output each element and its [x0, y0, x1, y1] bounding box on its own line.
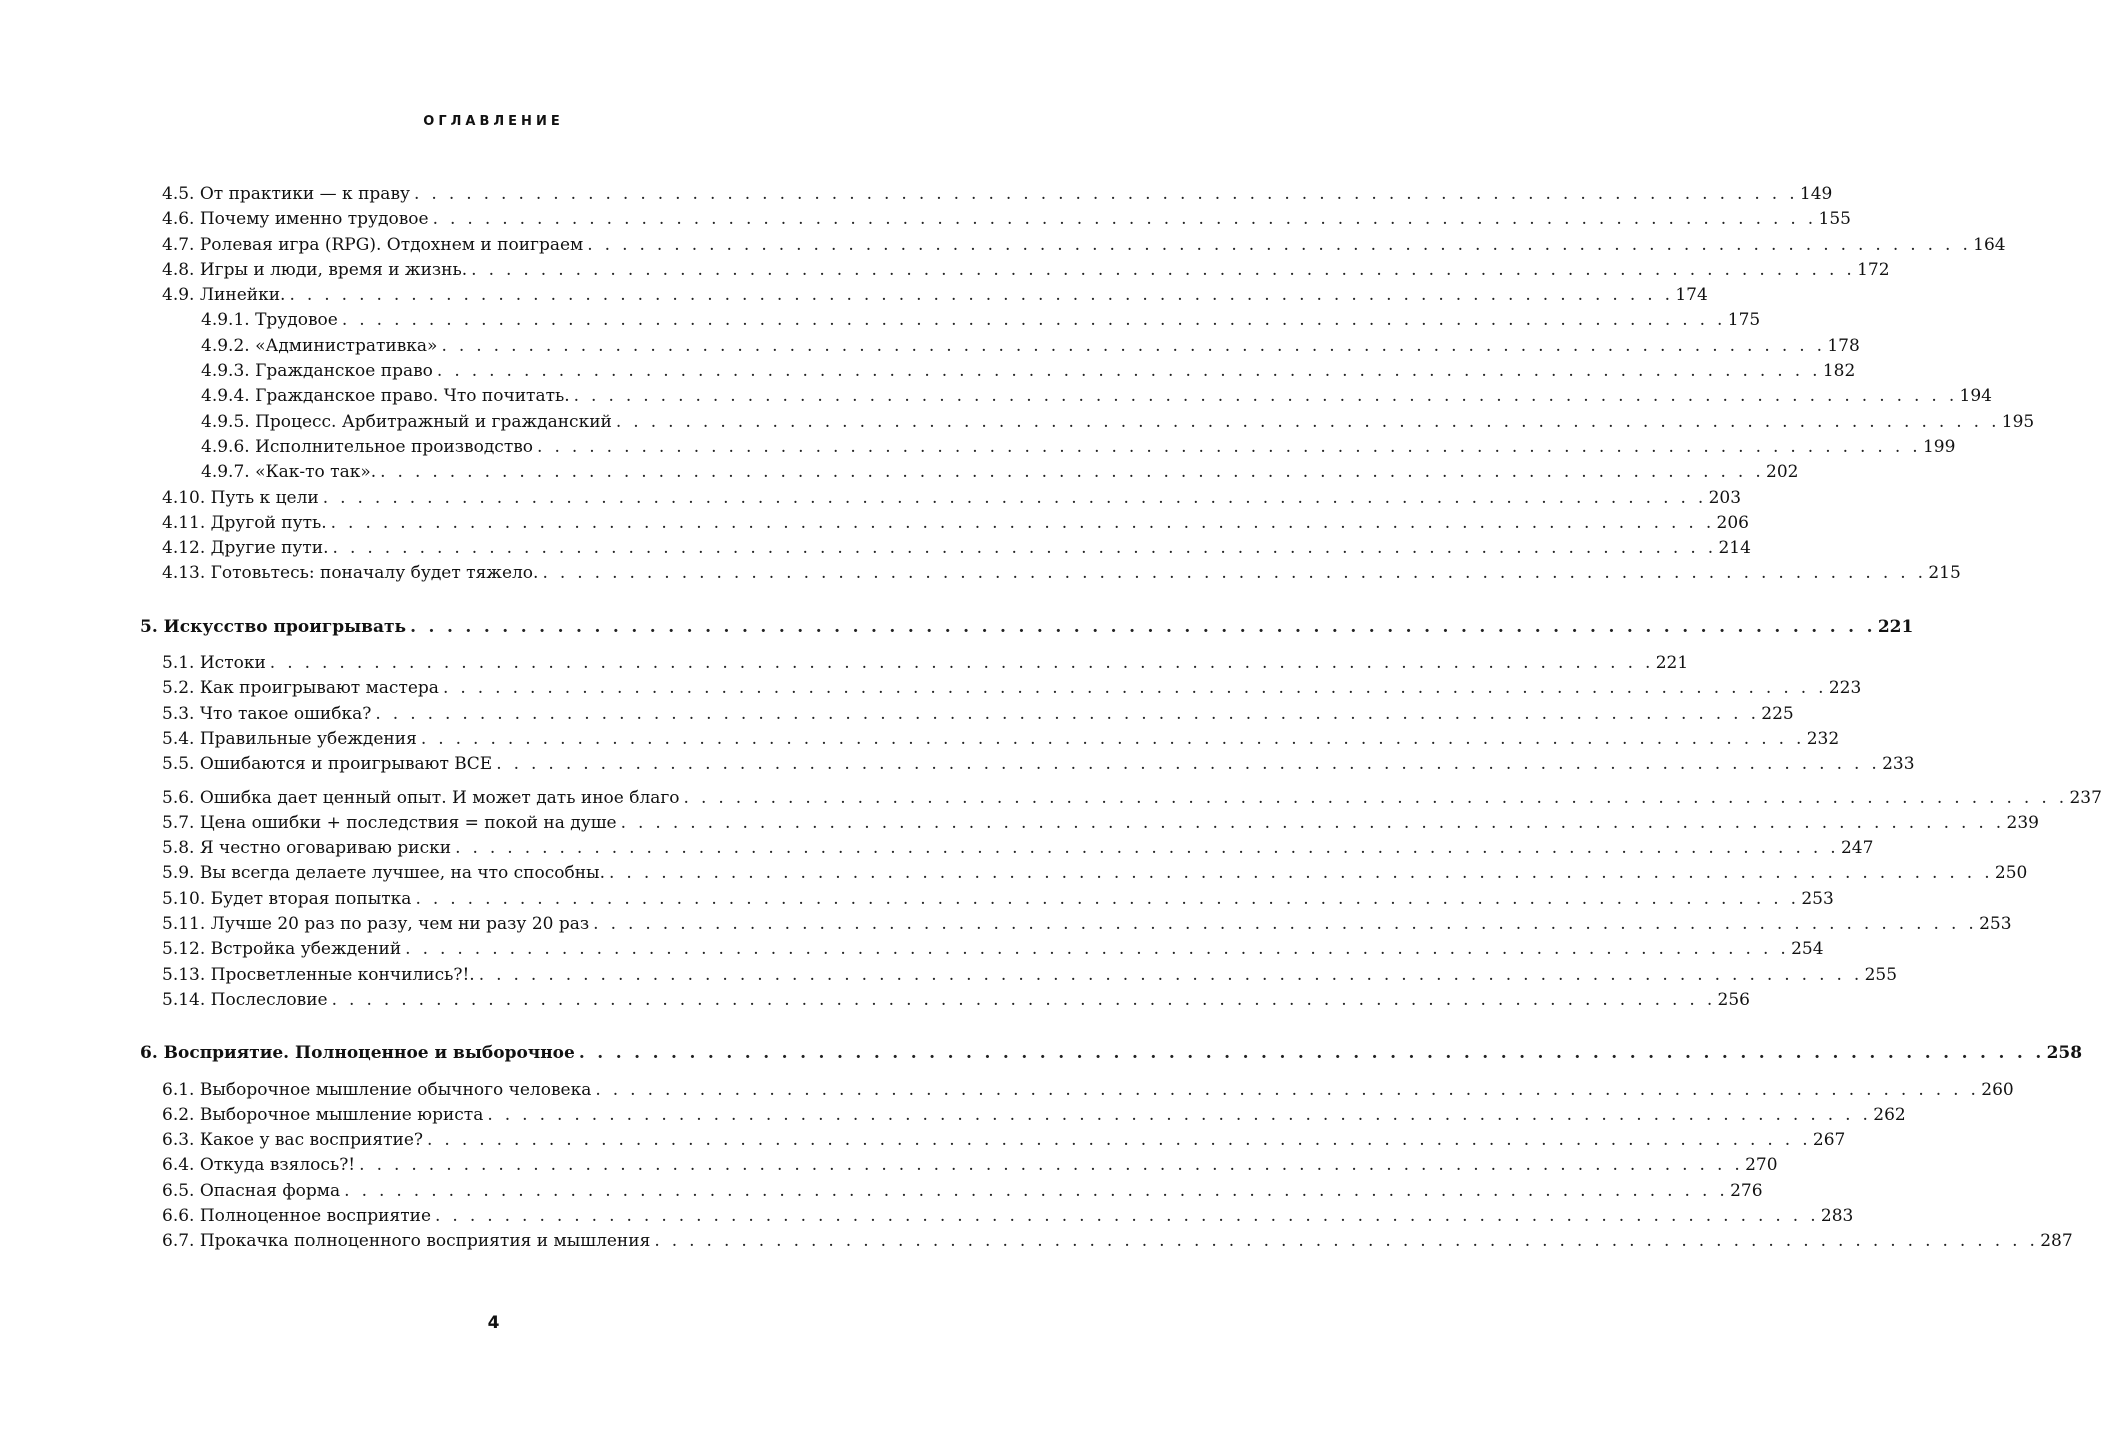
- toc-entry[interactable]: [140, 207, 1851, 232]
- toc-entry-label: 6.3. Какое у вас восприятие?: [162, 1130, 424, 1151]
- toc-group: [140, 308, 2035, 485]
- toc-leader-dots: . . . . . . . . . . . . . . . . . . . . . . . . . . . . . . . . . . . . . . . . . . . . . . . . . . . . . . . . . . . . . . . . . . . . . . . . . . . . . . . .: [380, 462, 1765, 483]
- toc-leader-dots: . . . . . . . . . . . . . . . . . . . . . . . . . . . . . . . . . . . . . . . . . . . . . . . . . . . . . . . . . . . . . . . . . . . . . . . . . . . . . . . .: [414, 184, 1798, 204]
- toc-chapter-6[interactable]: [140, 1041, 2083, 1066]
- toc-entry-page: 194: [1959, 386, 1992, 407]
- toc-entry-page: 232: [1806, 728, 1840, 749]
- toc-leader-dots: . . . . . . . . . . . . . . . . . . . . . . . . . . . . . . . . . . . . . . . . . . . . . . . . . . . . . . . . . . . . . . . . . . . . . . . . . . . . . . . .: [359, 1155, 1744, 1176]
- toc-leader-dots: . . . . . . . . . . . . . . . . . . . . . . . . . . . . . . . . . . . . . . . . . . . . . . . . . . . . . . . . . . . . . . . . . . . . . . . . . . . . . . . .: [587, 234, 1972, 255]
- toc-entry-label: 5. Искусство проигрывать: [140, 616, 407, 637]
- toc-entry-page: 155: [1818, 209, 1851, 230]
- toc-entry[interactable]: [140, 963, 1898, 988]
- toc-entry[interactable]: [140, 937, 1824, 962]
- toc-leader-dots: . . . . . . . . . . . . . . . . . . . . . . . . . . . . . . . . . . . . . . . . . . . . . . . . . . . . . . . . . . . . . . . . . . . . . . . . . . . . . . . .: [620, 812, 2005, 833]
- toc-entry-label: 4.9.6. Исполнительное производство: [201, 436, 534, 457]
- toc-entry-page: 262: [1873, 1104, 1906, 1125]
- toc-entry-label: 5.12. Встройка убеждений: [162, 939, 402, 960]
- toc-entry-page: 149: [1799, 184, 1833, 204]
- toc-entry[interactable]: [140, 511, 1749, 536]
- toc-entry-page: 255: [1864, 964, 1898, 985]
- toc-entry-label: 6.6. Полноценное восприятие: [162, 1205, 432, 1226]
- toc-entry-label: 4.12. Другие пути.: [162, 538, 329, 559]
- toc-entry[interactable]: [140, 233, 2006, 258]
- toc-entry-label: 6.4. Откуда взялось?!: [162, 1155, 356, 1176]
- toc-entry-page: 254: [1791, 939, 1824, 960]
- toc-leader-dots: . . . . . . . . . . . . . . . . . . . . . . . . . . . . . . . . . . . . . . . . . . . . . . . . . . . . . . . . . . . . . . . . . . . . . . . . . . . . . . . .: [435, 1205, 1819, 1226]
- toc-leader-dots: . . . . . . . . . . . . . . . . . . . . . . . . . . . . . . . . . . . . . . . . . . . . . . . . . . . . . . . . . . . . . . . . . . . . . . . . . . . . . . . .: [578, 1043, 2045, 1064]
- toc-entry-page: 221: [1655, 653, 1689, 674]
- toc-entry-page: 287: [2040, 1231, 2073, 1252]
- toc-leader-dots: . . . . . . . . . . . . . . . . . . . . . . . . . . . . . . . . . . . . . . . . . . . . . . . . . . . . . . . . . . . . . . . . . . . . . . . . . . . . . . . .: [442, 678, 1827, 699]
- toc-entry[interactable]: [140, 460, 1799, 485]
- toc-entry[interactable]: [140, 1204, 1854, 1229]
- toc-leader-dots: . . . . . . . . . . . . . . . . . . . . . . . . . . . . . . . . . . . . . . . . . . . . . . . . . . . . . . . . . . . . . . . . . . . . . . . . . . . . . . . .: [609, 863, 1993, 884]
- toc-entry-label: 4.7. Ролевая игра (RPG). Отдохнем и поиграем: [162, 234, 584, 255]
- toc-entry[interactable]: [140, 651, 1689, 676]
- toc-group: [140, 486, 1961, 587]
- toc-entry-label: 5.2. Как проигрывают мастера: [162, 678, 439, 699]
- toc-entry-page: 253: [1801, 888, 1834, 909]
- toc-entry[interactable]: [140, 486, 1742, 511]
- toc-entry-label: 5.10. Будет вторая попытка: [162, 888, 412, 909]
- toc-leader-dots: . . . . . . . . . . . . . . . . . . . . . . . . . . . . . . . . . . . . . . . . . . . . . . . . . . . . . . . . . . . . . . . . . . . . . . . . . . . . . . . .: [615, 411, 2000, 432]
- toc-entry-page: 225: [1761, 703, 1794, 724]
- toc-entry-page: 221: [1877, 616, 1914, 637]
- toc-entry[interactable]: [140, 561, 1961, 586]
- toc-entry-page: 178: [1827, 335, 1860, 356]
- toc-entry[interactable]: [140, 861, 2028, 886]
- toc-entry-label: 4.8. Игры и люди, время и жизнь.: [162, 259, 468, 280]
- toc-entry[interactable]: [140, 359, 1856, 384]
- toc-entry[interactable]: [140, 1229, 2073, 1254]
- toc-entry-label: 4.9.3. Гражданское право: [201, 361, 433, 382]
- toc-leader-dots: . . . . . . . . . . . . . . . . . . . . . . . . . . . . . . . . . . . . . . . . . . . . . . . . . . . . . . . . . . . . . . . . . . . . . . . . . . . . . . . .: [496, 754, 1881, 775]
- toc-entry-label: 5.4. Правильные убеждения: [162, 728, 417, 749]
- toc-entry[interactable]: [140, 988, 1750, 1013]
- toc-entry[interactable]: [140, 1103, 1906, 1128]
- toc-leader-dots: . . . . . . . . . . . . . . . . . . . . . . . . . . . . . . . . . . . . . . . . . . . . . . . . . . . . . . . . . . . . . . . . . . . . . . . . . . . . . . . .: [420, 728, 1805, 749]
- toc-leader-dots: . . . . . . . . . . . . . . . . . . . . . . . . . . . . . . . . . . . . . . . . . . . . . . . . . . . . . . . . . . . . . . . . . . . . . . . . . . . . . . . .: [410, 616, 1876, 637]
- toc-entry[interactable]: [140, 702, 1794, 727]
- toc-entry-label: 6.2. Выборочное мышление юриста: [162, 1104, 484, 1125]
- toc-leader-dots: . . . . . . . . . . . . . . . . . . . . . . . . . . . . . . . . . . . . . . . . . . . . . . . . . . . . . . . . . . . . . . . . . . . . . . . . . . . . . . . .: [471, 259, 1856, 280]
- toc-entry-label: 6. Восприятие. Полноценное и выборочное: [140, 1043, 575, 1064]
- toc-entry[interactable]: [140, 752, 1915, 777]
- toc-entry-page: 256: [1717, 989, 1750, 1010]
- toc-leader-dots: . . . . . . . . . . . . . . . . . . . . . . . . . . . . . . . . . . . . . . . . . . . . . . . . . . . . . . . . . . . . . . . . . . . . . . . . . . . . . . . .: [432, 209, 1817, 230]
- toc-entry[interactable]: [140, 887, 1834, 912]
- toc-entry-page: 174: [1675, 285, 1708, 306]
- toc-entry[interactable]: [140, 1153, 1778, 1178]
- toc-entry-label: 4.9. Линейки.: [162, 285, 286, 306]
- toc-leader-dots: . . . . . . . . . . . . . . . . . . . . . . . . . . . . . . . . . . . . . . . . . . . . . . . . . . . . . . . . . . . . . . . . . . . . . . . . . . . . . . . .: [332, 538, 1717, 559]
- toc-leader-dots: . . . . . . . . . . . . . . . . . . . . . . . . . . . . . . . . . . . . . . . . . . . . . . . . . . . . . . . . . . . . . . . . . . . . . . . . . . . . . . . .: [436, 361, 1821, 382]
- toc-entry[interactable]: [140, 836, 1874, 861]
- toc-entry-page: 247: [1840, 838, 1874, 859]
- running-header: ОГЛАВЛЕНИЕ: [423, 114, 564, 129]
- toc-leader-dots: . . . . . . . . . . . . . . . . . . . . . . . . . . . . . . . . . . . . . . . . . . . . . . . . . . . . . . . . . . . . . . . . . . . . . . . . . . . . . . . .: [683, 787, 2068, 808]
- toc-entry-label: 4.6. Почему именно трудовое: [162, 209, 429, 230]
- toc-entry-label: 5.14. Послесловие: [162, 989, 328, 1010]
- toc-group: [140, 651, 1915, 777]
- toc-entry-page: 260: [1981, 1079, 2014, 1100]
- table-of-contents: [140, 182, 2102, 1255]
- toc-leader-dots: . . . . . . . . . . . . . . . . . . . . . . . . . . . . . . . . . . . . . . . . . . . . . . . . . . . . . . . . . . . . . . . . . . . . . . . . . . . . . . . .: [593, 914, 1978, 935]
- toc-entry-page: 206: [1716, 512, 1749, 533]
- toc-entry[interactable]: [140, 536, 1751, 561]
- toc-entry-label: 4.13. Готовьтесь: поначалу будет тяжело.: [162, 563, 539, 584]
- toc-entry-page: 233: [1882, 754, 1915, 775]
- toc-entry-page: 203: [1708, 487, 1742, 508]
- toc-leader-dots: . . . . . . . . . . . . . . . . . . . . . . . . . . . . . . . . . . . . . . . . . . . . . . . . . . . . . . . . . . . . . . . . . . . . . . . . . . . . . . . .: [487, 1104, 1872, 1125]
- toc-leader-dots: . . . . . . . . . . . . . . . . . . . . . . . . . . . . . . . . . . . . . . . . . . . . . . . . . . . . . . . . . . . . . . . . . . . . . . . . . . . . . . . .: [441, 335, 1826, 356]
- toc-entry-label: 4.9.2. «Административка»: [201, 335, 438, 356]
- toc-leader-dots: . . . . . . . . . . . . . . . . . . . . . . . . . . . . . . . . . . . . . . . . . . . . . . . . . . . . . . . . . . . . . . . . . . . . . . . . . . . . . . . .: [344, 1180, 1729, 1201]
- toc-entry-label: 6.1. Выборочное мышление обычного человека: [162, 1079, 592, 1100]
- toc-entry-label: 4.9.4. Гражданское право. Что почитать.: [201, 386, 570, 407]
- toc-leader-dots: . . . . . . . . . . . . . . . . . . . . . . . . . . . . . . . . . . . . . . . . . . . . . . . . . . . . . . . . . . . . . . . . . . . . . . . . . . . . . . . .: [455, 838, 1839, 859]
- toc-entry-page: 214: [1718, 538, 1751, 559]
- toc-entry[interactable]: [140, 182, 1833, 207]
- toc-entry-page: 239: [2006, 812, 2039, 833]
- toc-entry-label: 5.8. Я честно оговариваю риски: [162, 838, 452, 859]
- toc-entry[interactable]: [140, 1128, 1846, 1153]
- toc-entry[interactable]: [140, 410, 2035, 435]
- toc-entry-label: 5.1. Истоки: [162, 653, 266, 674]
- toc-entry[interactable]: [140, 334, 1860, 359]
- toc-leader-dots: . . . . . . . . . . . . . . . . . . . . . . . . . . . . . . . . . . . . . . . . . . . . . . . . . . . . . . . . . . . . . . . . . . . . . . . . . . . . . . . .: [573, 386, 1958, 407]
- toc-entry-page: 215: [1928, 563, 1961, 584]
- toc-entry-page: 237: [2069, 787, 2102, 808]
- toc-entry[interactable]: [140, 676, 1862, 701]
- toc-entry-label: 5.11. Лучше 20 раз по разу, чем ни разу 20 раз: [162, 914, 590, 935]
- toc-entry-label: 4.11. Другой путь.: [162, 512, 327, 533]
- toc-entry-page: 283: [1820, 1205, 1854, 1226]
- toc-entry-label: 5.13. Просветленные кончились?!.: [162, 964, 475, 985]
- toc-leader-dots: . . . . . . . . . . . . . . . . . . . . . . . . . . . . . . . . . . . . . . . . . . . . . . . . . . . . . . . . . . . . . . . . . . . . . . . . . . . . . . . .: [269, 653, 1654, 674]
- toc-chapter-5[interactable]: [140, 615, 1914, 640]
- toc-leader-dots: . . . . . . . . . . . . . . . . . . . . . . . . . . . . . . . . . . . . . . . . . . . . . . . . . . . . . . . . . . . . . . . . . . . . . . . . . . . . . . . .: [415, 888, 1800, 909]
- toc-leader-dots: . . . . . . . . . . . . . . . . . . . . . . . . . . . . . . . . . . . . . . . . . . . . . . . . . . . . . . . . . . . . . . . . . . . . . . . . . . . . . . . .: [542, 563, 1927, 584]
- toc-entry[interactable]: [140, 435, 1956, 460]
- toc-entry-label: 5.6. Ошибка дает ценный опыт. И может дать иное благо: [162, 787, 680, 808]
- toc-entry-label: 5.7. Цена ошибки + последствия = покой на душе: [162, 812, 617, 833]
- toc-entry-label: 4.9.1. Трудовое: [201, 310, 338, 331]
- toc-leader-dots: . . . . . . . . . . . . . . . . . . . . . . . . . . . . . . . . . . . . . . . . . . . . . . . . . . . . . . . . . . . . . . . . . . . . . . . . . . . . . . . .: [375, 703, 1760, 724]
- toc-entry-label: 6.5. Опасная форма: [162, 1180, 341, 1201]
- toc-entry[interactable]: [140, 1078, 2014, 1103]
- toc-entry-label: 5.5. Ошибаются и проигрывают ВСЕ: [162, 754, 493, 775]
- toc-entry[interactable]: [140, 283, 1708, 308]
- toc-entry-page: 276: [1730, 1180, 1763, 1201]
- toc-group: [140, 786, 2102, 1014]
- toc-entry-page: 195: [2001, 411, 2035, 432]
- toc-entry-label: 5.3. Что такое ошибка?: [162, 703, 372, 724]
- toc-group: [140, 1078, 2073, 1255]
- toc-entry-page: 270: [1745, 1155, 1778, 1176]
- toc-entry-page: 182: [1822, 361, 1856, 382]
- toc-leader-dots: . . . . . . . . . . . . . . . . . . . . . . . . . . . . . . . . . . . . . . . . . . . . . . . . . . . . . . . . . . . . . . . . . . . . . . . . . . . . . . . .: [341, 310, 1726, 331]
- toc-entry[interactable]: [140, 786, 2102, 811]
- toc-group: [140, 182, 2006, 308]
- toc-entry-label: 4.5. От практики — к праву: [162, 184, 411, 204]
- toc-entry-page: 250: [1994, 863, 2028, 884]
- toc-entry[interactable]: [140, 1179, 1763, 1204]
- toc-entry-page: 175: [1727, 310, 1761, 331]
- toc-entry-label: 6.7. Прокачка полноценного восприятия и мышления: [162, 1231, 651, 1252]
- toc-entry-label: 5.9. Вы всегда делаете лучшее, на что способны.: [162, 863, 605, 884]
- toc-entry-label: 4.9.5. Процесс. Арбитражный и гражданский: [201, 411, 612, 432]
- toc-entry-page: 253: [1979, 914, 2012, 935]
- toc-leader-dots: . . . . . . . . . . . . . . . . . . . . . . . . . . . . . . . . . . . . . . . . . . . . . . . . . . . . . . . . . . . . . . . . . . . . . . . . . . . . . . . .: [322, 487, 1707, 508]
- toc-entry-page: 267: [1812, 1130, 1846, 1151]
- toc-entry-label: 4.9.7. «Как-то так».: [201, 462, 377, 483]
- toc-entry-page: 172: [1857, 259, 1890, 280]
- toc-entry-page: 202: [1766, 462, 1799, 483]
- toc-entry-label: 4.10. Путь к цели: [162, 487, 319, 508]
- toc-leader-dots: . . . . . . . . . . . . . . . . . . . . . . . . . . . . . . . . . . . . . . . . . . . . . . . . . . . . . . . . . . . . . . . . . . . . . . . . . . . . . . . .: [654, 1231, 2039, 1252]
- toc-leader-dots: . . . . . . . . . . . . . . . . . . . . . . . . . . . . . . . . . . . . . . . . . . . . . . . . . . . . . . . . . . . . . . . . . . . . . . . . . . . . . . . .: [427, 1130, 1811, 1151]
- toc-entry-page: 258: [2046, 1043, 2083, 1064]
- toc-entry[interactable]: [140, 727, 1840, 752]
- toc-entry-page: 164: [1973, 234, 2006, 255]
- toc-leader-dots: . . . . . . . . . . . . . . . . . . . . . . . . . . . . . . . . . . . . . . . . . . . . . . . . . . . . . . . . . . . . . . . . . . . . . . . . . . . . . . . .: [331, 989, 1716, 1010]
- toc-entry[interactable]: [140, 384, 1992, 409]
- toc-entry-page: 199: [1922, 436, 1956, 457]
- toc-leader-dots: . . . . . . . . . . . . . . . . . . . . . . . . . . . . . . . . . . . . . . . . . . . . . . . . . . . . . . . . . . . . . . . . . . . . . . . . . . . . . . . .: [537, 436, 1921, 457]
- toc-entry[interactable]: [140, 912, 2012, 937]
- toc-entry[interactable]: [140, 258, 1890, 283]
- toc-entry-page: 223: [1828, 678, 1862, 699]
- toc-leader-dots: . . . . . . . . . . . . . . . . . . . . . . . . . . . . . . . . . . . . . . . . . . . . . . . . . . . . . . . . . . . . . . . . . . . . . . . . . . . . . . . .: [595, 1079, 1980, 1100]
- toc-leader-dots: . . . . . . . . . . . . . . . . . . . . . . . . . . . . . . . . . . . . . . . . . . . . . . . . . . . . . . . . . . . . . . . . . . . . . . . . . . . . . . . .: [478, 964, 1863, 985]
- toc-entry[interactable]: [140, 308, 1761, 333]
- page-number: 4: [487, 1313, 500, 1333]
- toc-leader-dots: . . . . . . . . . . . . . . . . . . . . . . . . . . . . . . . . . . . . . . . . . . . . . . . . . . . . . . . . . . . . . . . . . . . . . . . . . . . . . . . .: [289, 285, 1674, 306]
- toc-entry[interactable]: [140, 811, 2039, 836]
- toc-leader-dots: . . . . . . . . . . . . . . . . . . . . . . . . . . . . . . . . . . . . . . . . . . . . . . . . . . . . . . . . . . . . . . . . . . . . . . . . . . . . . . . .: [405, 939, 1790, 960]
- toc-leader-dots: . . . . . . . . . . . . . . . . . . . . . . . . . . . . . . . . . . . . . . . . . . . . . . . . . . . . . . . . . . . . . . . . . . . . . . . . . . . . . . . .: [330, 512, 1715, 533]
